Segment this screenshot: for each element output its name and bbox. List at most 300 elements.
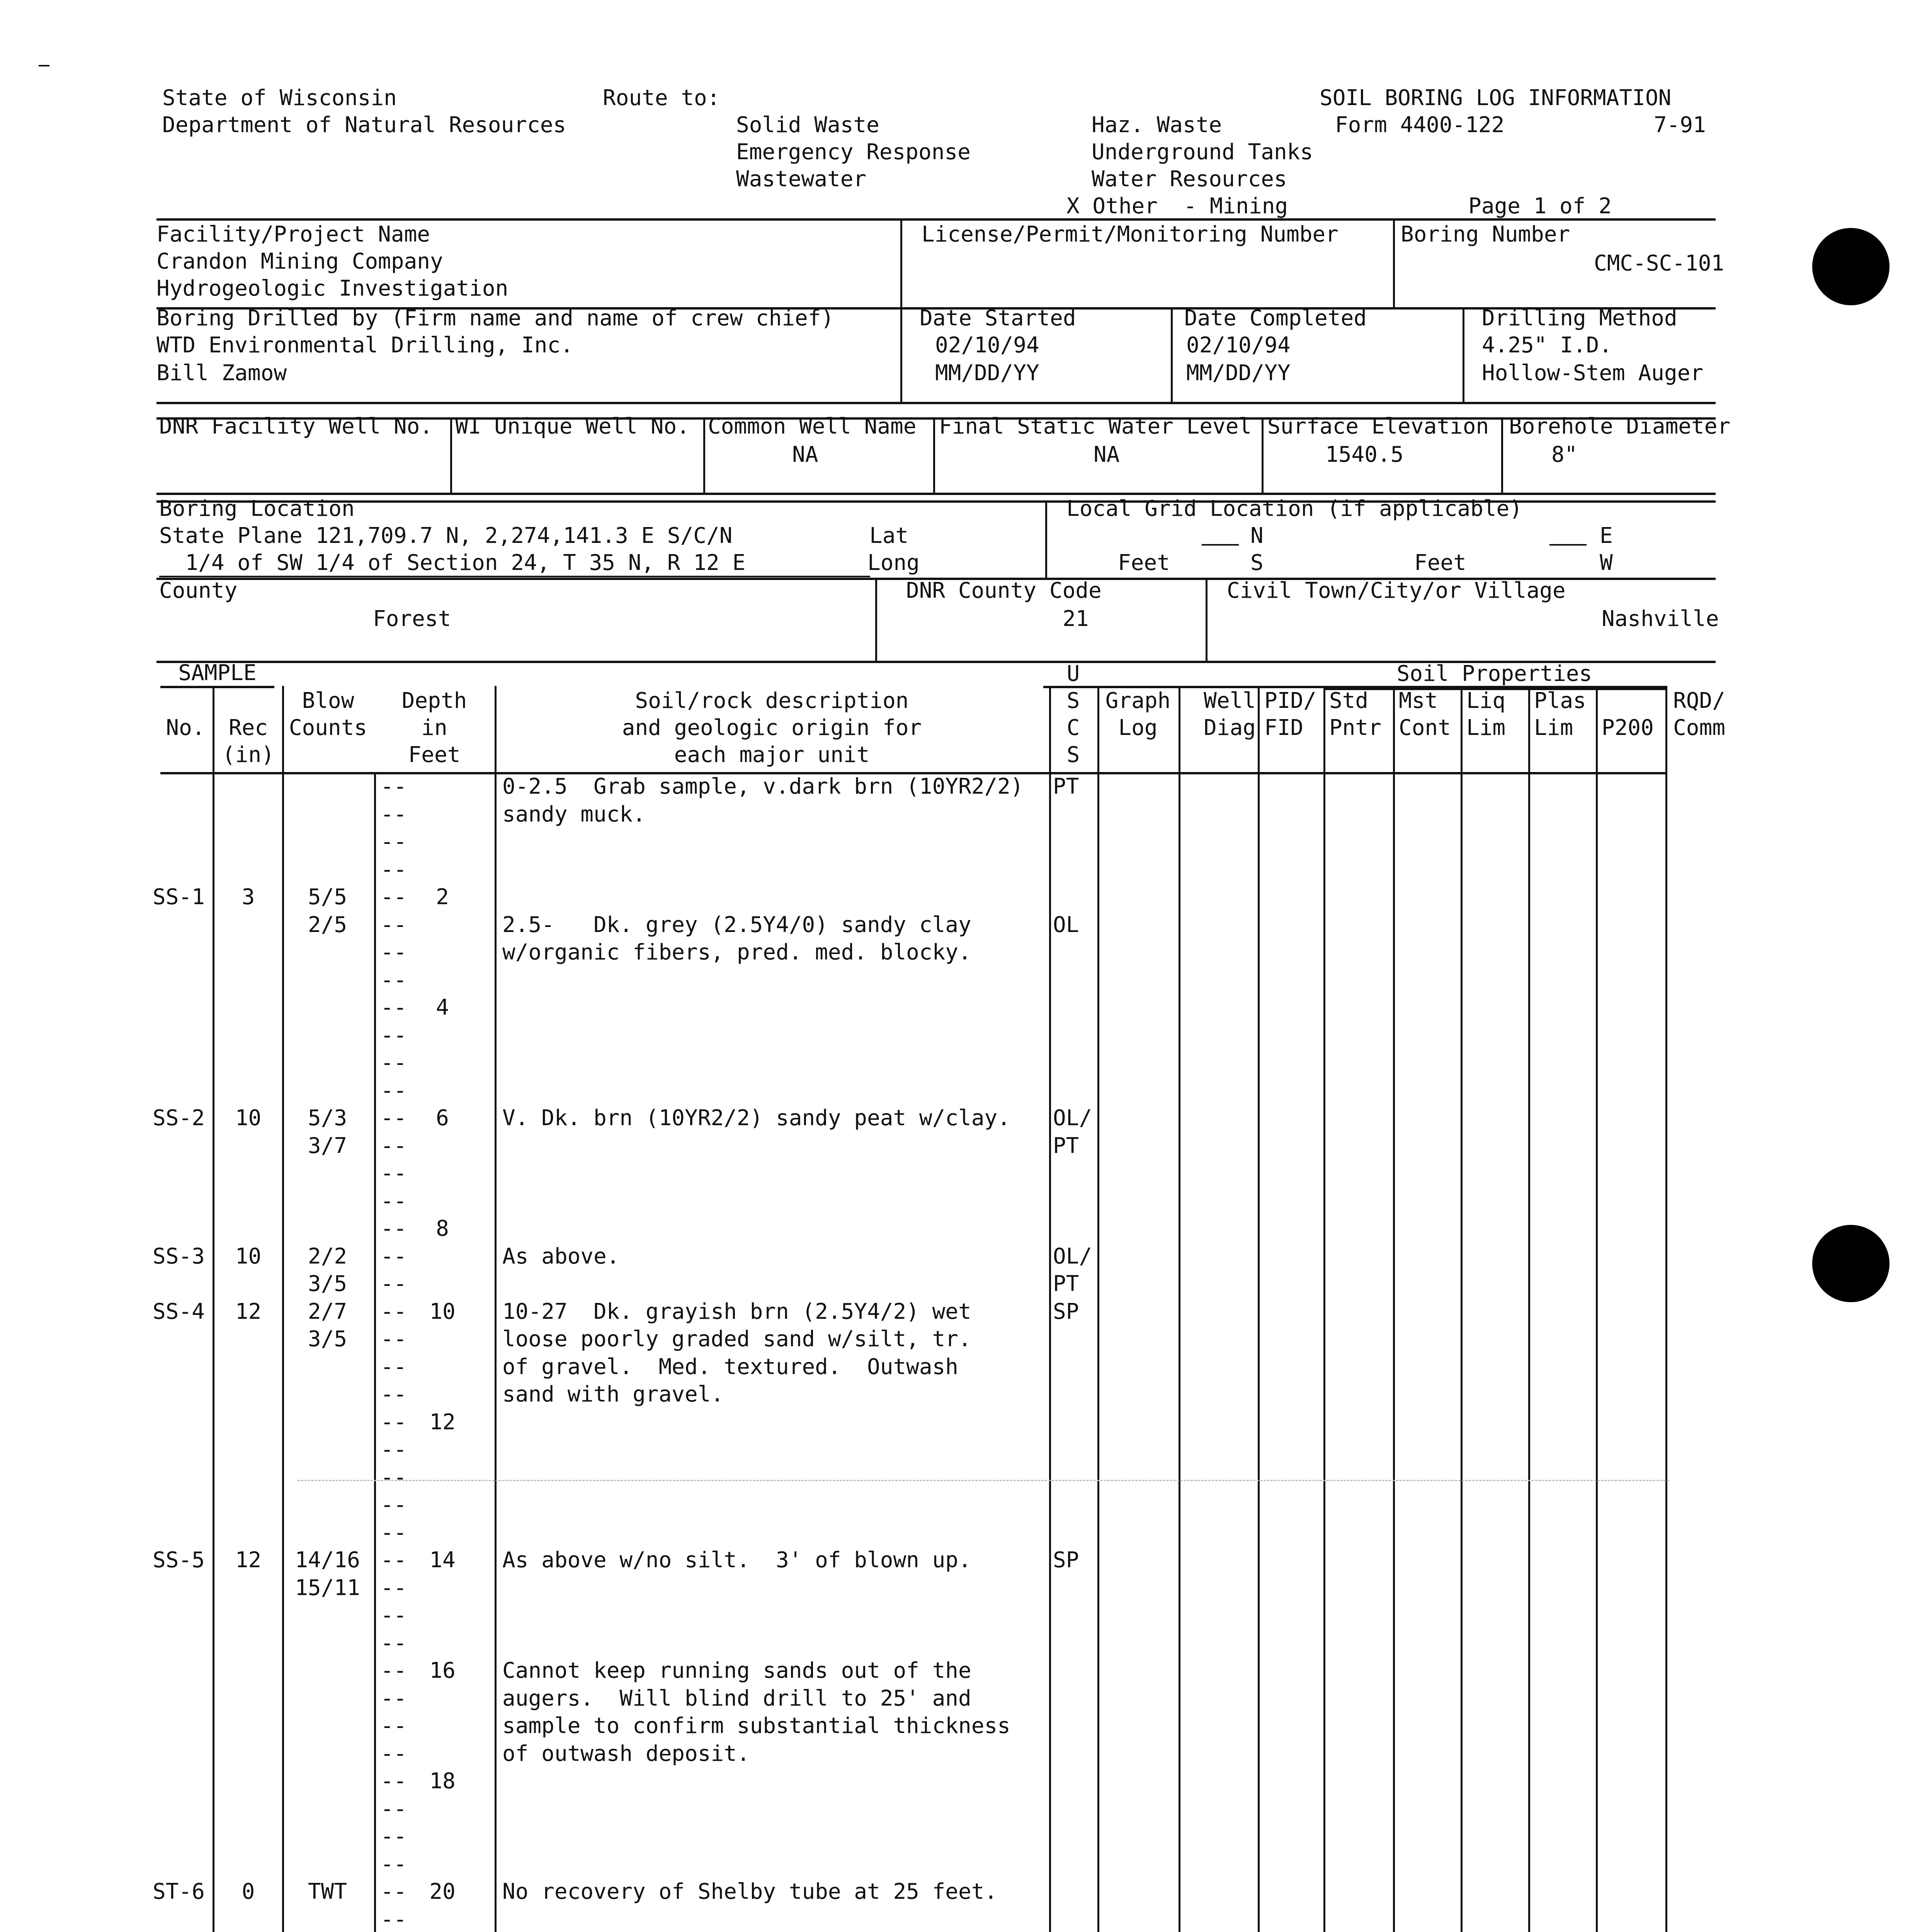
log-desc-cell: augers. Will blind drill to 25' and <box>502 1685 971 1711</box>
header-blow-1: Blow <box>302 688 354 713</box>
log-rec-cell: 12 <box>235 1299 262 1324</box>
divider-facility <box>900 218 902 402</box>
log-rec-cell <box>214 1270 282 1298</box>
log-blow-cell <box>282 1850 373 1878</box>
header-mst-1: Mst <box>1399 688 1438 713</box>
log-rec-cell <box>214 994 282 1022</box>
grid-feet-2: Feet <box>1414 550 1466 575</box>
log-rec-cell <box>214 1077 282 1105</box>
log-uscs-cell <box>1053 1436 1097 1464</box>
log-no-cell: SS-4 <box>153 1299 205 1324</box>
log-rec-cell <box>214 1574 282 1602</box>
header-pid-2: FID <box>1264 715 1304 740</box>
log-no-cell <box>153 1215 213 1243</box>
log-depth-cell: 4 <box>436 995 449 1020</box>
log-desc-cell <box>502 1077 1047 1105</box>
log-blow-cell <box>282 1464 373 1492</box>
log-rec-cell <box>214 1906 282 1932</box>
log-blow-cell <box>282 1408 373 1436</box>
log-rec-cell <box>214 1740 282 1768</box>
log-uscs-cell <box>1053 1685 1097 1713</box>
log-uscs-cell <box>1053 828 1097 856</box>
log-rec-cell <box>214 1408 282 1436</box>
local-grid-label: Local Grid Location (if applicable) <box>1066 496 1523 521</box>
log-depth-cell <box>417 801 468 828</box>
column-sample-no <box>153 773 213 1932</box>
log-dash-cell: -- <box>381 1824 407 1849</box>
log-depth-cell: 20 <box>429 1879 456 1904</box>
common-well-label: Common Well Name <box>708 414 917 439</box>
log-uscs-cell <box>1053 1381 1097 1408</box>
punch-hole-middle <box>1812 1225 1889 1302</box>
log-uscs-cell: OL/ <box>1053 1105 1092 1131</box>
wi-unique-label: WI Unique Well No. <box>455 414 690 439</box>
drilling-method-type: Hollow-Stem Auger <box>1482 361 1704 386</box>
grid-s: S <box>1250 550 1264 575</box>
grid-ew-blank <box>1549 544 1587 546</box>
log-desc-cell <box>502 1215 1047 1243</box>
log-blow-cell <box>282 1381 373 1408</box>
log-depth-cell <box>417 1243 468 1270</box>
location-underline <box>159 576 870 577</box>
log-no-cell <box>153 1602 213 1629</box>
log-dash-cell: -- <box>381 1327 407 1352</box>
log-depth-cell <box>417 1187 468 1215</box>
log-no-cell <box>153 994 213 1022</box>
log-dash-cell: -- <box>381 1658 407 1683</box>
log-desc-cell <box>502 1823 1047 1850</box>
col-divider-uscs <box>1049 686 1051 1932</box>
county-value: Forest <box>373 606 451 631</box>
log-desc-cell: sandy muck. <box>502 801 646 827</box>
dnr-well-label: DNR Facility Well No. <box>159 414 433 439</box>
log-no-cell <box>153 1574 213 1602</box>
log-uscs-cell: SP <box>1053 1299 1079 1324</box>
col-divider-liq <box>1461 688 1463 1932</box>
log-rec-cell <box>214 856 282 884</box>
log-no-cell <box>153 966 213 994</box>
common-well-value: NA <box>792 442 818 467</box>
grid-n: N <box>1250 523 1264 548</box>
drilling-method-label: Drilling Method <box>1482 306 1677 331</box>
log-uscs-cell <box>1053 1574 1097 1602</box>
log-no-cell <box>153 1795 213 1823</box>
log-dash-cell: -- <box>381 1409 407 1435</box>
log-desc-cell <box>502 1049 1047 1077</box>
log-depth-cell <box>417 1353 468 1381</box>
log-rec-cell <box>214 1381 282 1408</box>
log-uscs-cell <box>1053 1657 1097 1685</box>
header-uscs-c: C <box>1066 715 1080 740</box>
log-desc-cell <box>502 1795 1047 1823</box>
column-uscs <box>1053 773 1097 1932</box>
log-no-cell <box>153 939 213 966</box>
col-divider-p200 <box>1596 688 1598 1932</box>
log-blow-cell <box>282 1629 373 1657</box>
form-number: Form 4400-122 <box>1335 112 1505 138</box>
log-dash-cell: -- <box>381 1354 407 1379</box>
log-uscs-cell: PT <box>1053 774 1079 799</box>
log-uscs-cell <box>1053 994 1097 1022</box>
log-rec-cell <box>214 1160 282 1187</box>
log-dash-cell: -- <box>381 1796 407 1821</box>
log-no-cell <box>153 1629 213 1657</box>
log-uscs-cell <box>1053 1602 1097 1629</box>
log-no-cell <box>153 828 213 856</box>
log-desc-cell: loose poorly graded sand w/silt, tr. <box>502 1327 971 1352</box>
route-underground-tanks: Underground Tanks <box>1092 139 1313 165</box>
log-depth-cell: 16 <box>429 1658 456 1683</box>
log-depth-cell <box>417 1464 468 1492</box>
header-rqd-1: RQD/ <box>1673 688 1725 713</box>
log-uscs-cell <box>1053 939 1097 966</box>
log-dash-cell: -- <box>381 1161 407 1186</box>
log-uscs-cell <box>1053 1878 1097 1906</box>
log-depth-cell <box>417 1712 468 1740</box>
log-dash-cell: -- <box>381 1520 407 1545</box>
log-depth-cell <box>417 1049 468 1077</box>
header-plas-2: Lim <box>1534 715 1573 740</box>
log-depth-cell: 2 <box>436 884 449 910</box>
header-uscs-s1: S <box>1066 688 1080 713</box>
log-blow-cell <box>282 1795 373 1823</box>
log-uscs-cell <box>1053 1491 1097 1519</box>
header-uscs-s2: S <box>1066 742 1080 767</box>
log-rec-cell: 12 <box>235 1548 262 1573</box>
header-uscs-u: U <box>1066 661 1080 686</box>
log-rec-cell <box>214 1132 282 1160</box>
log-no-cell <box>153 1767 213 1795</box>
log-uscs-cell <box>1053 1519 1097 1547</box>
log-dash-cell: -- <box>381 1464 407 1490</box>
log-dash-cell: -- <box>381 912 407 937</box>
log-rec-cell <box>214 1187 282 1215</box>
county-code-label: DNR County Code <box>906 578 1102 603</box>
col-divider-graph <box>1097 686 1099 1932</box>
civil-town-label: Civil Town/City/or Village <box>1227 578 1566 603</box>
header-no: No. <box>166 715 205 740</box>
log-desc-cell <box>502 1187 1047 1215</box>
log-uscs-cell <box>1053 1160 1097 1187</box>
log-dash-cell: -- <box>381 1299 407 1324</box>
log-uscs-cell <box>1053 801 1097 828</box>
log-uscs-cell <box>1053 1464 1097 1492</box>
log-dash-cell: -- <box>381 857 407 882</box>
borehole-diameter-value: 8" <box>1551 442 1578 467</box>
log-depth-cell <box>417 1685 468 1713</box>
log-desc-cell <box>502 1160 1047 1187</box>
log-no-cell <box>153 856 213 884</box>
grid-w: W <box>1600 550 1613 575</box>
log-depth-cell <box>417 1629 468 1657</box>
log-no-cell <box>153 1325 213 1353</box>
log-depth-cell <box>417 1850 468 1878</box>
log-desc-cell <box>502 1270 1047 1298</box>
header-depth-3: Feet <box>408 742 461 767</box>
log-rec-cell <box>214 1629 282 1657</box>
log-rec-cell: 0 <box>242 1879 255 1904</box>
log-no-cell <box>153 1519 213 1547</box>
log-blow-cell <box>282 1823 373 1850</box>
log-rec-cell <box>214 1767 282 1795</box>
log-uscs-cell <box>1053 856 1097 884</box>
log-desc-cell <box>502 1519 1047 1547</box>
divider-boring-number <box>1393 218 1395 307</box>
log-rec-cell <box>214 1464 282 1492</box>
route-other-mining: X Other - Mining <box>1066 194 1288 219</box>
log-no-cell <box>153 1850 213 1878</box>
log-no-cell <box>153 1160 213 1187</box>
log-depth-cell <box>417 1077 468 1105</box>
log-rec-cell <box>214 1657 282 1685</box>
log-dash-cell: -- <box>381 995 407 1020</box>
log-no-cell: SS-5 <box>153 1548 205 1573</box>
log-blow-cell <box>282 1491 373 1519</box>
log-rec-cell <box>214 911 282 939</box>
log-blow-cell <box>282 1077 373 1105</box>
boring-location-label: Boring Location <box>159 496 355 521</box>
log-dash-cell: -- <box>381 1050 407 1075</box>
route-emergency-response: Emergency Response <box>736 139 971 165</box>
log-rec-cell <box>214 1491 282 1519</box>
section-location: 1/4 of SW 1/4 of Section 24, T 35 N, R 12 E <box>159 550 746 575</box>
log-no-cell <box>153 1712 213 1740</box>
log-blow-cell: 14/16 <box>295 1548 360 1573</box>
log-depth-cell <box>417 828 468 856</box>
civil-town-value: Nashville <box>1602 606 1719 631</box>
drilled-by-label: Boring Drilled by (Firm name and name of crew chief) <box>156 306 834 331</box>
col-divider-plas <box>1528 688 1530 1932</box>
route-haz-waste: Haz. Waste <box>1092 112 1222 138</box>
log-uscs-cell <box>1053 1767 1097 1795</box>
log-dash-cell: -- <box>381 1769 407 1794</box>
page-indicator: Page 1 of 2 <box>1468 194 1612 219</box>
log-no-cell <box>153 1270 213 1298</box>
log-uscs-cell <box>1053 1906 1097 1932</box>
log-rec-cell <box>214 1215 282 1243</box>
column-depth-ticks <box>381 773 415 1932</box>
static-level-label: Final Static Water Level <box>939 414 1252 439</box>
header-graph-2: Log <box>1118 715 1158 740</box>
log-depth-cell: 14 <box>429 1548 456 1573</box>
log-dash-cell: -- <box>381 1382 407 1407</box>
log-rec-cell: 3 <box>242 884 255 910</box>
log-blow-cell <box>282 1685 373 1713</box>
log-blow-cell <box>282 1767 373 1795</box>
log-dash-cell: -- <box>381 1630 407 1656</box>
date-started-value: 02/10/94 <box>935 333 1039 358</box>
log-blow-cell: TWT <box>308 1879 347 1904</box>
column-depth-feet <box>417 773 468 1932</box>
log-dash-cell: -- <box>381 1741 407 1766</box>
log-desc-cell <box>502 1767 1047 1795</box>
log-no-cell <box>153 1381 213 1408</box>
log-blow-cell <box>282 1187 373 1215</box>
log-desc-cell <box>502 883 1047 911</box>
log-no-cell: SS-3 <box>153 1243 205 1269</box>
header-blow-2: Counts <box>289 715 367 740</box>
log-rec-cell <box>214 1022 282 1049</box>
log-depth-cell <box>417 939 468 966</box>
log-uscs-cell <box>1053 1408 1097 1436</box>
date-completed-format: MM/DD/YY <box>1186 361 1291 386</box>
form-date: 7-91 <box>1654 112 1706 138</box>
header-rec-1: Rec <box>228 715 268 740</box>
borehole-diameter-label: Borehole Diameter <box>1509 414 1731 439</box>
divider-date-completed <box>1171 307 1173 402</box>
log-desc-cell <box>502 1629 1047 1657</box>
log-depth-cell: 6 <box>436 1105 449 1131</box>
log-desc-cell <box>502 1408 1047 1436</box>
log-uscs-cell <box>1053 1077 1097 1105</box>
log-dash-cell: -- <box>381 1188 407 1214</box>
log-desc-cell: 0-2.5 Grab sample, v.dark brn (10YR2/2) <box>502 774 1024 799</box>
log-dash-cell: -- <box>381 1216 407 1241</box>
log-no-cell <box>153 1436 213 1464</box>
log-no-cell <box>153 1049 213 1077</box>
log-desc-cell <box>502 1491 1047 1519</box>
state-name: State of Wisconsin <box>162 85 397 111</box>
log-desc-cell <box>502 966 1047 994</box>
lat-label: Lat <box>869 523 909 548</box>
log-desc-cell <box>502 856 1047 884</box>
log-rec-cell <box>214 1353 282 1381</box>
date-completed-label: Date Completed <box>1184 306 1367 331</box>
log-dash-cell: -- <box>381 1603 407 1628</box>
log-depth-cell <box>417 1132 468 1160</box>
log-dash-cell: -- <box>381 1243 407 1269</box>
log-blow-cell <box>282 1906 373 1932</box>
punch-hole-top <box>1812 228 1889 305</box>
log-dash-cell: -- <box>381 774 407 799</box>
log-blow-cell <box>282 1602 373 1629</box>
route-water-resources: Water Resources <box>1092 167 1287 192</box>
log-dash-cell: -- <box>381 1685 407 1711</box>
log-blow-cell <box>282 994 373 1022</box>
log-uscs-cell <box>1053 1353 1097 1381</box>
log-depth-cell <box>417 1022 468 1049</box>
log-blow-cell <box>282 828 373 856</box>
log-depth-cell: 10 <box>429 1299 456 1324</box>
facility-name: Crandon Mining Company <box>156 249 443 274</box>
col-divider-desc <box>495 686 497 1932</box>
log-dash-cell: -- <box>381 884 407 910</box>
drilling-method-size: 4.25" I.D. <box>1482 333 1612 358</box>
column-description <box>502 773 1047 1932</box>
log-blow-cell <box>282 1353 373 1381</box>
log-blow-cell <box>282 856 373 884</box>
log-rec-cell <box>214 1795 282 1823</box>
log-depth-cell <box>417 1381 468 1408</box>
log-blow-cell: 15/11 <box>295 1575 360 1600</box>
log-uscs-cell <box>1053 883 1097 911</box>
boring-number-label: Boring Number <box>1401 222 1570 247</box>
log-rec-cell <box>214 939 282 966</box>
col-divider-pid <box>1258 686 1260 1932</box>
log-depth-cell <box>417 1270 468 1298</box>
log-dash-cell: -- <box>381 1133 407 1158</box>
facility-label: Facility/Project Name <box>156 222 430 247</box>
log-blow-cell: 2/7 <box>308 1299 347 1324</box>
log-dash-cell: -- <box>381 829 407 854</box>
header-depth-2: in <box>421 715 447 740</box>
log-uscs-cell <box>1053 1850 1097 1878</box>
log-desc-cell: sample to confirm substantial thickness <box>502 1713 1010 1738</box>
rule-row3 <box>156 402 1716 404</box>
header-rqd-2: Comm <box>1673 715 1725 740</box>
log-blow-cell: 3/7 <box>308 1133 347 1158</box>
log-no-cell <box>153 1685 213 1713</box>
log-blow-cell <box>282 1215 373 1243</box>
log-depth-cell <box>417 1740 468 1768</box>
log-rec-cell <box>214 1712 282 1740</box>
log-rec-cell <box>214 1519 282 1547</box>
log-depth-cell <box>417 773 468 801</box>
log-no-cell <box>153 1906 213 1932</box>
log-depth-cell: 18 <box>429 1769 456 1794</box>
log-blow-cell <box>282 1022 373 1049</box>
log-dash-cell: -- <box>381 940 407 965</box>
route-wastewater: Wastewater <box>736 167 867 192</box>
log-no-cell <box>153 1408 213 1436</box>
log-desc-cell: As above. <box>502 1243 620 1269</box>
grid-feet-1: Feet <box>1118 550 1170 575</box>
department-name: Department of Natural Resources <box>162 112 566 138</box>
log-depth-cell <box>417 1491 468 1519</box>
log-desc-cell: 10-27 Dk. grayish brn (2.5Y4/2) wet <box>502 1299 971 1324</box>
log-uscs-cell <box>1053 1049 1097 1077</box>
log-desc-cell: of outwash deposit. <box>502 1741 750 1766</box>
column-recovery <box>214 773 282 1932</box>
log-desc-cell <box>502 1022 1047 1049</box>
log-rec-cell <box>214 1436 282 1464</box>
col-divider-rqd <box>1665 686 1667 1932</box>
log-rec-cell: 10 <box>235 1243 262 1269</box>
log-uscs-cell: SP <box>1053 1548 1079 1573</box>
log-uscs-cell <box>1053 1215 1097 1243</box>
log-dash-cell: -- <box>381 1078 407 1103</box>
log-uscs-cell <box>1053 1795 1097 1823</box>
header-liq-2: Lim <box>1466 715 1506 740</box>
log-desc-cell: w/organic fibers, pred. med. blocky. <box>502 940 971 965</box>
license-label: License/Permit/Monitoring Number <box>922 222 1338 247</box>
log-rec-cell <box>214 1685 282 1713</box>
header-plas-1: Plas <box>1534 688 1586 713</box>
header-p200: P200 <box>1602 715 1654 740</box>
log-uscs-cell: PT <box>1053 1271 1079 1296</box>
log-no-cell <box>153 773 213 801</box>
boring-number-value: CMC-SC-101 <box>1594 251 1725 276</box>
log-no-cell <box>153 801 213 828</box>
log-uscs-cell: OL <box>1053 912 1079 937</box>
log-desc-cell: V. Dk. brn (10YR2/2) sandy peat w/clay. <box>502 1105 1010 1131</box>
log-uscs-cell <box>1053 1629 1097 1657</box>
log-uscs-cell <box>1053 1022 1097 1049</box>
col-divider-mst <box>1393 688 1395 1932</box>
log-desc-cell <box>502 1436 1047 1464</box>
log-blow-cell: 3/5 <box>308 1271 347 1296</box>
log-blow-cell <box>282 939 373 966</box>
log-desc-cell <box>502 1602 1047 1629</box>
log-desc-cell: As above w/no silt. 3' of blown up. <box>502 1548 971 1573</box>
log-uscs-cell <box>1053 1325 1097 1353</box>
stray-mark <box>39 65 49 66</box>
log-dash-cell: -- <box>381 801 407 827</box>
date-completed-value: 02/10/94 <box>1186 333 1291 358</box>
log-dash-cell: -- <box>381 1906 407 1932</box>
divider-local-grid <box>1045 500 1047 578</box>
log-dash-cell: -- <box>381 1851 407 1877</box>
